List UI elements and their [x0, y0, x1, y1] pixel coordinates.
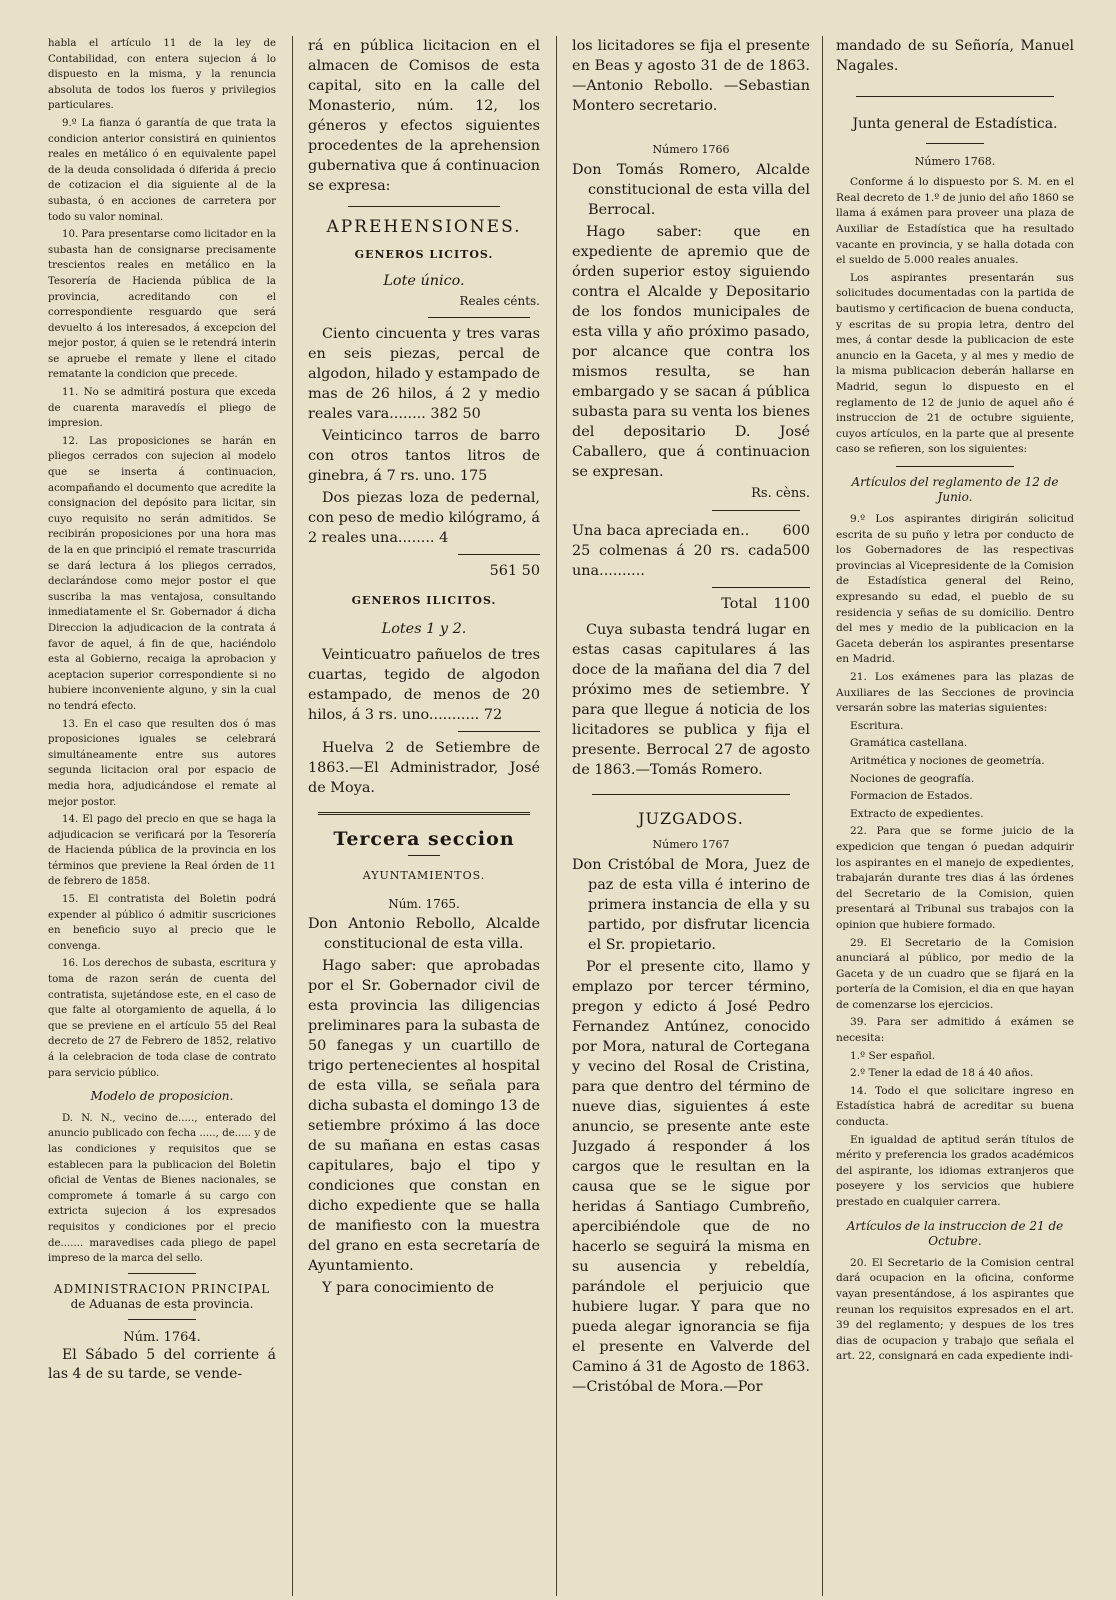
section-heading: Artículos de la instruccion de 21 de Octubre. — [846, 1218, 1064, 1249]
paragraph: Hago saber: que en expediente de apremio que de órden superior estoy siguiendo contra el Alcalde y Depositario de los fondos municipales de esta villa y año próximo pasado, por alcance que contra los mismos resulta, se han embargado y se sacan á pública subasta para su venta los bienes del depositario D. José Caballero, que á continuacion se expresan. — [572, 224, 810, 480]
signature: Huelva 2 de Setiembre de 1863.—El Administrador, José de Moya. — [308, 740, 540, 796]
paragraph: 20. El Secretario de la Comision central dará ocupacion en la oficina, conforme vayan presentándose, á los aspirantes que reunan los requisitos expresados en el art. 39 del reglamento; y despues de los tres dias de ocupacion y trabajo que señala el art. 22, consignará en cada expediente indi- — [836, 1256, 1074, 1363]
paragraph: 15. El contratista del Boletin podrá expender al público ó admitir suscriciones en beneficio suyo al precio que le convenga. — [48, 894, 276, 952]
paragraph: Don Cristóbal de Mora, Juez de paz de esta villa é interino de primera instancia de ella y su partido, por disfrutar licencia el Sr. propietario. — [572, 857, 810, 953]
paragraph: 2.º Tener la edad de 18 á 40 años. — [850, 1067, 1034, 1080]
divider — [592, 794, 790, 795]
paragraph: mandado de su Señoría, Manuel Nagales. — [836, 38, 1074, 74]
divider — [428, 317, 530, 318]
section-subheading: de Aduanas de esta provincia. — [70, 1297, 254, 1312]
paragraph: 29. El Secretario de la Comision anunciará al público, por medio de la Gaceta y de un cuadro que se fijará en la portería de la Comision, el dia en que hayan de comenzarse los ejercicios. — [836, 936, 1074, 1011]
paragraph: Los aspirantes presentarán sus solicitudes documentadas con la partida de bautismo y certificacion de buena conducta, y escritas de su propia letra, dentro del mes, á contar desde la publicacion de este anuncio en la Gaceta, y al mes y medio de la misma publicacion deberán hallarse en Madrid, segun lo dispuesto en el reglamento de 12 de junio de aquel año é instruccion de 21 de octubre siguiente, cuyos artículos, en la parte que al presente caso se refieren, son los siguientes: — [836, 271, 1074, 456]
section-subheading: GENEROS LICITOS. — [354, 248, 494, 261]
paragraph: 14. Todo el que solicitare ingreso en Estadística habrá de acreditar su buena conducta. — [836, 1084, 1074, 1129]
paragraph: Por el presente cito, llamo y emplazo por tercer término, pregon y edicto á José Pedro Fernandez Antúnez, conocido por Mora, natural de Cortegana y vecino del Rosal de Cristina, para que dentro del término de nueve dias, siguientes á este anuncio, se presente ante este Juzgado á responder á los cargos que le resultan en la causa que se le sigue por heridas á Santiago Cumbreño, apercibiéndole que de no hacerlo se seguirá la misma en su ausencia y rebeldía, parándole el perjuicio que hubiere lugar. Y para que no pueda alegar ignorancia se fija el presente en Valverde del Camino á 31 de Agosto de 1863. —Cristóbal de Mora.—Por — [572, 959, 810, 1395]
section-heading: ADMINISTRACION PRINCIPAL — [53, 1281, 271, 1296]
list-item: Gramática castellana. — [850, 737, 968, 750]
paragraph: Conforme á lo dispuesto por S. M. en el Real decreto de 1.º de junio del año 1860 se llama á exámen para proveer una plaza de Auxiliar de Estadística que ha resultado vacante en provincia, y se halla dotada con el sueldo de 5.000 reales anuales. — [836, 176, 1074, 267]
column-rule — [292, 36, 293, 1596]
list-item: Formacion de Estados. — [850, 790, 973, 803]
divider — [712, 587, 810, 588]
notice-number: Núm. 1764. — [123, 1329, 201, 1345]
currency-header: Reales cénts. — [459, 294, 540, 308]
column-rule — [556, 36, 557, 1596]
total-row — [572, 594, 810, 614]
list-item: Aritmética y nociones de geometría. — [850, 754, 1045, 767]
section-heading: APREHENSIONES. — [326, 217, 522, 237]
divider — [458, 554, 540, 555]
total-amount: 561 50 — [489, 563, 540, 579]
section-subheading: GENEROS ILICITOS. — [351, 594, 497, 607]
paragraph: 14. El pago del precio en que se haga la adjudicacion se verificará por la Tesorería de Hacienda pública de la provincia en los términos que previene la Real órden de 11 de febrero de 1858. — [48, 814, 276, 888]
paragraph: 9.º La fianza ó garantía de que trata la condicion anterior consistirá en quinientos reales en metálico ó en equivalente papel de la deuda consolidada ó diferida á precio de cotizacion el dia siguiente al de la subasta, ó en acciones de carretera por todo su valor nominal. — [48, 117, 276, 223]
item-amount: 72 — [483, 707, 503, 723]
paragraph: El Sábado 5 del corriente á las 4 de su tarde, se vende- — [48, 1346, 276, 1382]
divider — [896, 466, 1014, 467]
paragraph: 39. Para ser admitido á exámen se necesita: — [836, 1016, 1074, 1045]
lot-label: Lote único. — [383, 273, 465, 289]
notice-number: Núm. 1765. — [388, 897, 460, 911]
paragraph: 22. Para que se forme juicio de la expedicion que tengan ó puedan adquirir los aspirantes en el manejo de expedientes, trabajarán durante tres dias á las órdenes del Secretario de la Comision, quien presentará al Tribunal sus trabajos con la opinion que hubiere formado. — [836, 825, 1074, 931]
divider — [926, 143, 984, 144]
paragraph: 11. No se admitirá postura que exceda de cuarenta maravedís el pliego de impresion. — [48, 387, 276, 430]
paragraph: 13. En el caso que resulten dos ó mas proposiciones iguales se celebrará simultáneamente entre sus autores segunda licitacion oral por espacio de media hora, adjudicándose el remate al mejor postor. — [48, 718, 276, 808]
paragraph: D. N. N., vecino de....., enterado del anuncio publicado con fecha ....., de..... y de las condiciones y requisitos que se establecen para la publicacion del Boletin oficial de Ventas de Bienes nacionales, se compromete á tomarle á su cargo con extricta sujecion á los expresados requisitos y condiciones por el precio de....... maravedises cada pliego de papel impreso de la marca del sello. — [48, 1112, 276, 1265]
item-text: Veinticinco tarros de barro con otros tantos litros de ginebra, á 7 rs. uno. — [308, 428, 540, 484]
paragraph: habla el artículo 11 de la ley de Contabilidad, con entera sujecion á lo dispuesto en la misma, y la renuncia absoluta de todos los fueros y privilegios particulares. — [48, 38, 276, 112]
paragraph: rá en pública licitacion en el almacen de Comisos de esta capital, sito en la calle del Monasterio, núm. 12, los géneros y efectos siguientes procedentes de la aprehension gubernativa que á continuacion se expresa: — [308, 38, 540, 194]
paragraph: 10. Para presentarse como licitador en la subasta han de consignarse precisamente trescientos reales en metálico en la Tesorería de Hacienda pública de la provincia, acreditando con el correspondiente resguardo que será devuelto á los interesados, á excepcion del mejor postor, á quien se le retendrá interin se apruebe el remate y llene el citado rematante la condicion que precede. — [48, 229, 276, 381]
item-amount: 175 — [459, 468, 488, 484]
column-2 — [308, 36, 540, 1592]
paragraph: 16. Los derechos de subasta, escritura y toma de razon serán de cuenta del contratista, sujetándose este, en el caso de que falte al otorgamiento de aquella, á lo que se previene en el artículo 55 del Real decreto de 27 de Febrero de 1852, relativo á la celebracion de toda clase de contrato para servicio público. — [48, 958, 276, 1079]
notice-number: Número 1767 — [652, 838, 730, 851]
item-text: Veinticuatro pañuelos de tres cuartas, tegido de algodon estampado, de menos de 20 hilos, á 3 rs. uno........... — [308, 647, 540, 723]
item-amount: 4 — [439, 530, 449, 546]
total-label: Total — [721, 596, 758, 612]
paragraph: En igualdad de aptitud serán títulos de mérito y preferencia los grados académicos del aspirante, los idiomas extranjeros que poseyere y los servicios que hubiere prestado en cualquier carrera. — [836, 1133, 1074, 1208]
column-rule — [822, 36, 823, 1596]
section-subheading: AYUNTAMIENTOS. — [362, 869, 486, 882]
divider — [318, 812, 530, 815]
item-text: Una baca apreciada en.. — [572, 523, 750, 539]
item-row — [572, 521, 810, 541]
column-4 — [836, 36, 1074, 1592]
divider — [128, 1273, 196, 1274]
section-heading: Junta general de Estadística. — [852, 116, 1058, 132]
list-item: Extracto de expedientes. — [850, 807, 984, 820]
item-text: 25 colmenas á 20 rs. cada una.......... — [572, 543, 783, 579]
total-amount: 1100 — [773, 596, 810, 612]
item-amount: 382 50 — [430, 406, 481, 422]
column-1 — [48, 36, 276, 1592]
paragraph: 21. Los exámenes para las plazas de Auxiliares de las Secciones de provincia versarán sobre las materias siguientes: — [836, 671, 1074, 715]
item-row — [572, 541, 810, 581]
item-text: Dos piezas loza de pedernal, con peso de medio kilógramo, á 2 reales una........ — [308, 490, 540, 546]
column-3 — [572, 36, 810, 1592]
divider — [348, 206, 500, 207]
item-description — [308, 426, 540, 486]
notice-number: Número 1766 — [652, 143, 730, 156]
section-heading: Tercera seccion — [333, 828, 515, 850]
list-item: Escritura. — [850, 719, 904, 732]
divider — [128, 1319, 196, 1320]
item-text: Ciento cincuenta y tres varas en seis piezas, percal de algodon, hilado y estampado de mas de 26 hilos, á 2 y medio reales vara........ — [308, 326, 540, 422]
paragraph: Y para conocimiento de — [322, 1280, 494, 1296]
item-description — [308, 324, 540, 424]
paragraph: Don Antonio Rebollo, Alcalde constitucional de esta villa. — [308, 916, 540, 952]
currency-header: Rs. cèns. — [751, 486, 810, 501]
item-description — [308, 488, 540, 548]
divider — [408, 855, 440, 856]
paragraph: 12. Las proposiciones se harán en pliegos cerrados con sujecion al modelo que se inserta á continuacion, acompañando el documento que acredite la consignacion del depósito para licitar, sin cuyo requisito no serán admitidos. Se recibirán proposiciones por una hora mas de la en que principió el remate trascurrida se dará lectura á los pliegos cerrados, declarándose como mejor postor el que suscriba la mas ventajosa, consultando inmediatamente el Sr. Gobernador á dicha Direccion la adjudicacion de la contrata á favor de aquel, á fin de que, haciéndolo esta al Gobierno, recaiga la aprobacion y aceptacion superior correspondiente si no hubiere inconveniente alguno, y sin la cual no tendrá efecto. — [48, 435, 276, 712]
item-amount: 500 — [782, 543, 810, 559]
item-amount: 600 — [782, 523, 810, 539]
paragraph: Don Tomás Romero, Alcalde constitucional de esta villa del Berrocal. — [572, 162, 810, 218]
paragraph: Cuya subasta tendrá lugar en estas casas capitulares á las doce de la mañana del dia 7 del próximo mes de setiembre. Y para que llegue á noticia de los licitadores se publica y fija el presente. Berrocal 27 de agosto de 1863.—Tomás Romero. — [572, 622, 810, 778]
item-description — [308, 645, 540, 725]
paragraph: Hago saber: que aprobadas por el Sr. Gobernador civil de esta provincia las diligencias preliminares para la subasta de 50 fanegas y un cuartillo de trigo pertenecientes al hospital de esta villa, se señala para dicha subasta el domingo 13 de setiembre próximo á las doce de su mañana en estas casas capitulares, bajo el tipo y condiciones que constan en dicho expediente que se halla de manifiesto con la muestra del grano en esta secretaría de Ayuntamiento. — [308, 958, 540, 1274]
paragraph: los licitadores se fija el presente en Beas y agosto 31 de de 1863.—Antonio Rebollo. —Sebastian Montero secretario. — [572, 38, 810, 114]
lot-label: Lotes 1 y 2. — [381, 621, 467, 637]
list-item: Nociones de geografía. — [850, 772, 975, 785]
divider — [712, 510, 800, 511]
paragraph: 1.º Ser español. — [850, 1049, 936, 1062]
section-heading: JUZGADOS. — [638, 809, 744, 828]
section-heading: Modelo de proposicion. — [90, 1089, 234, 1104]
paragraph: 9.º Los aspirantes dirigirán solicitud escrita de su puño y letra por conducto de los Gobernadores de las respectivas provincias al Vicepresidente de la Comision de Estadística general del Reino, expresando su edad, el pueblo de su residencia y señas de su domicilio. Dentro del mes y medio de la publicacion en la Gaceta deberán los aspirantes presentarse en Madrid. — [836, 513, 1074, 666]
divider — [856, 96, 1054, 97]
divider — [458, 731, 540, 732]
notice-number: Número 1768. — [914, 154, 996, 168]
section-heading: Artículos del reglamento de 12 de Junio. — [851, 474, 1059, 505]
